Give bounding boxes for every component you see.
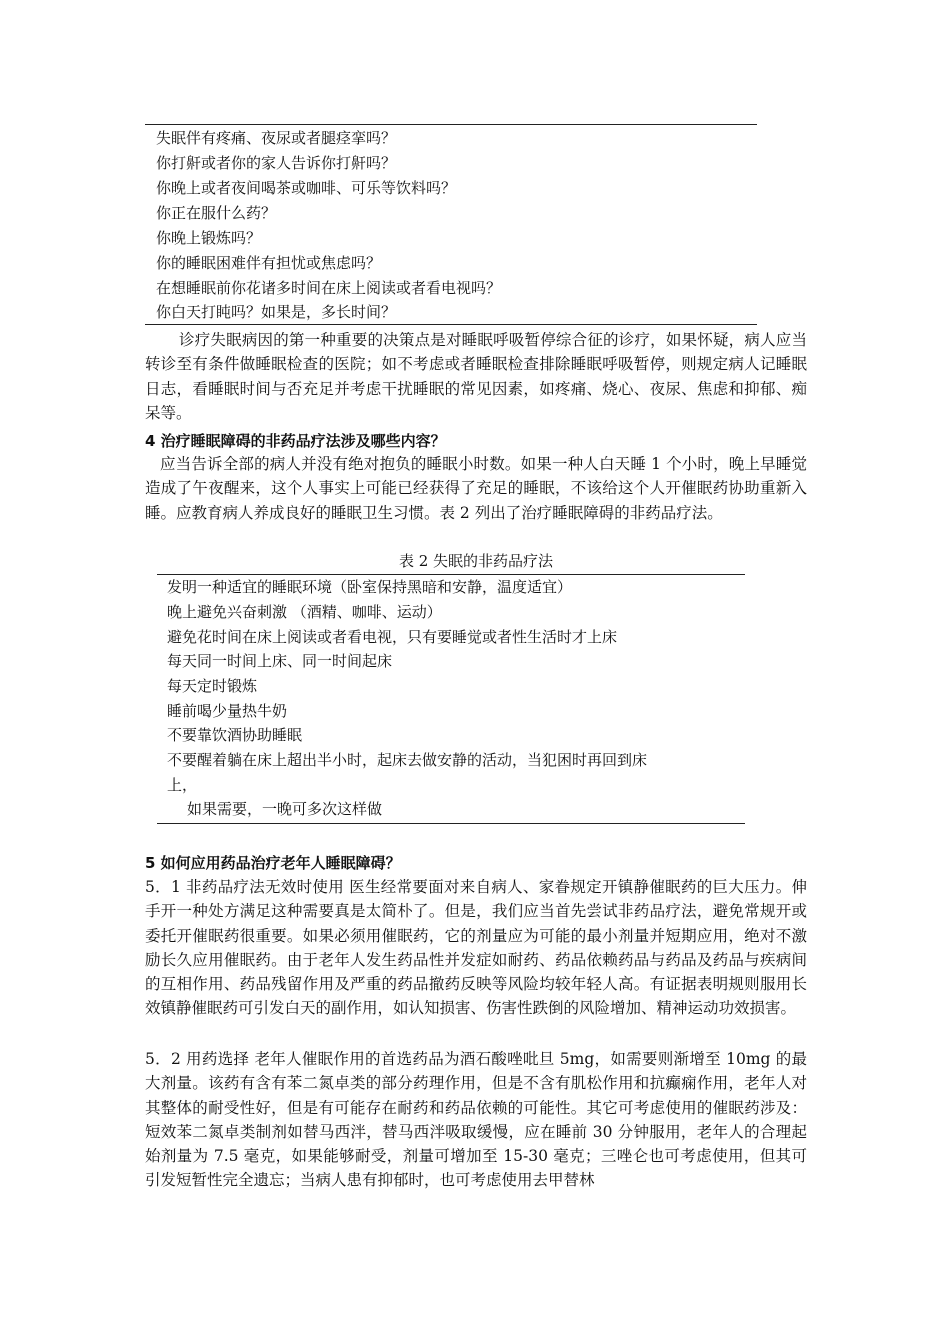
paragraph-text: 5．1 非药品疗法无效时使用 医生经常要面对来自病人、家眷规定开镇静催眠药的巨大压力。伸手开一种处方满足这种需要真是太简朴了。但是，我们应当首先尝试非药品疗法，避免常规开或委托开催眠药很重要。如果必须用催眠药，它的剂量应为可能的最小剂量并短期应用，绝对不激励长久应用催眠药。由于老年人发生药品性并发症如耐药、药品依赖药品与药品及药品与疾病间的互相作用、药品残留作用及严重的药品撤药反映等风险均较年轻人高。有证据表明规则服用长效镇静催眠药可引发白天的副作用，如认知损害、伤害性跌倒的风险增加、精神运动功效损害。 bbox=[145, 878, 807, 1018]
table2-row: 避免花时间在床上阅读或者看电视，只有要睡觉或者性生活时才上床 bbox=[167, 628, 618, 646]
section-heading-5: 5 如何应用药品治疗老年人睡眠障碍？ bbox=[145, 854, 401, 872]
table2-row: 晚上避免兴奋刺激 （酒精、咖啡、运动） bbox=[167, 603, 442, 621]
table1-row: 你白天打盹吗？如果是，多长时间？ bbox=[156, 303, 397, 321]
paragraph-text: 应当告诉全部的病人并没有绝对抱负的睡眠小时数。如果一种人白天睡 1 个小时，晚上早睡觉造成了午夜醒来，这个人事实上可能已经获得了充足的睡眠，不该给这个人开催眠药协助重新入睡。应教育病人养成良好的睡眠卫生习惯。表 2 列出了治疗睡眠障碍的非药品疗法。 bbox=[145, 455, 807, 522]
table2-caption: 表 2 失眠的非药品疗法 bbox=[398, 552, 554, 570]
paragraph-diagnosis bbox=[145, 328, 807, 425]
table2-bottom-rule bbox=[157, 823, 745, 824]
table2-row: 每天同一时间上床、同一时间起床 bbox=[167, 652, 393, 670]
table1-bottom-rule bbox=[145, 324, 757, 325]
table2-row: 每天定时锻炼 bbox=[167, 677, 258, 695]
table1-top-rule bbox=[145, 124, 757, 125]
table1-row: 你的睡眠困难伴有担忧或焦虑吗？ bbox=[156, 254, 382, 272]
table2-row: 不要靠饮酒协助睡眠 bbox=[167, 726, 303, 744]
paragraph-text: 诊疗失眠病因的第一种重要的决策点是对睡眠呼吸暂停综合征的诊疗，如果怀疑，病人应当转诊至有条件做睡眠检查的医院；如不考虑或者睡眠检查排除睡眠呼吸暂停，则规定病人记睡眠日志，看睡眠时间与否充足并考虑干扰睡眠的常见因素，如疼痛、烧心、夜尿、焦虑和抑郁、痴呆等。 bbox=[145, 331, 807, 422]
table1-row: 你正在服什么药？ bbox=[156, 204, 277, 222]
table2-row: 如果需要，一晚可多次这样做 bbox=[187, 800, 383, 818]
table2-row: 睡前喝少量热牛奶 bbox=[167, 702, 288, 720]
paragraph-5-2 bbox=[145, 1047, 807, 1193]
table1-row: 你晚上或者夜间喝茶或咖啡、可乐等饮料吗？ bbox=[156, 179, 457, 197]
table1-row: 失眠伴有疼痛、夜尿或者腿痉挛吗？ bbox=[156, 129, 397, 147]
section-heading-4: 4 治疗睡眠障碍的非药品疗法涉及哪些内容？ bbox=[145, 432, 446, 450]
table1-row: 你打鼾或者你的家人告诉你打鼾吗？ bbox=[156, 154, 397, 172]
paragraph-nondrug-intro bbox=[145, 452, 807, 525]
table2-row: 上， bbox=[167, 776, 198, 794]
paragraph-5-1 bbox=[145, 875, 807, 1021]
paragraph-text: 5．2 用药选择 老年人催眠作用的首选药品为酒石酸唑吡旦 5mg，如需要则渐增至 10mg 的最大剂量。该药有含有苯二氮卓类的部分药理作用，但是不含有肌松作用和抗癫痫作用，老年人对其整体的耐受性好，但是有可能存在耐药和药品依赖的可能性。其它可考虑使用的催眠药涉及：短效苯二氮卓类制剂如替马西泮，替马西泮吸取缓慢，应在睡前 30 分钟服用，老年人的合理起始剂量为 7.5 毫克，如果能够耐受，剂量可增加至 15-30 毫克；三唑仑也可考虑使用，但其可引发短暂性完全遗忘；当病人患有抑郁时，也可考虑使用去甲替林 bbox=[145, 1050, 807, 1190]
table2-row: 不要醒着躺在床上超出半小时，起床去做安静的活动，当犯困时再回到床 bbox=[167, 751, 648, 769]
table2-row: 发明一种适宜的睡眠环境（卧室保持黑暗和安静，温度适宜） bbox=[167, 578, 573, 596]
table1-row: 在想睡眠前你花诸多时间在床上阅读或者看电视吗？ bbox=[156, 279, 502, 297]
table1-row: 你晚上锻炼吗？ bbox=[156, 229, 262, 247]
